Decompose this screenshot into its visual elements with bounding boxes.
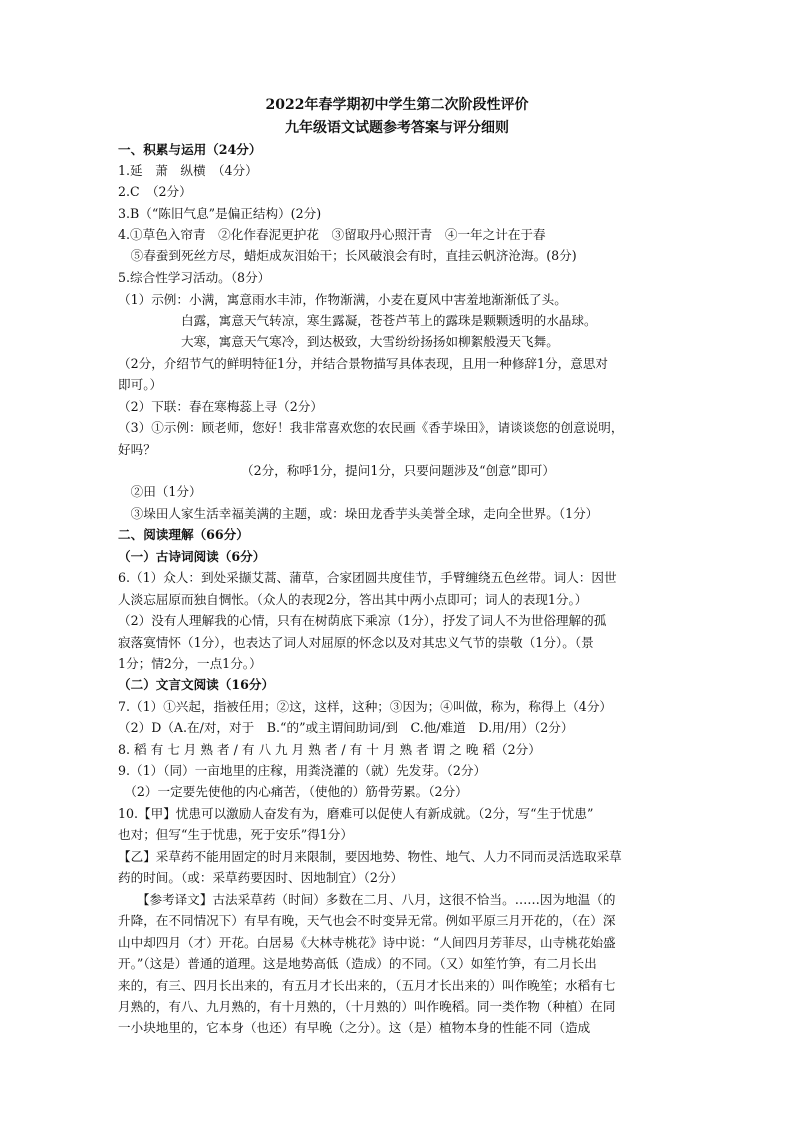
translation-line: 山中却四月（才）开花。白居易《大林寺桃花》诗中说：“人间四月芳菲尽，山寺桃花始盛 (118, 935, 616, 950)
scoring-note: （2分，称呼1分，提问1分，只要问题涉及“创意”即可） (241, 463, 555, 478)
answer-line: （3）①示例：顾老师，您好！我非常喜欢您的农民画《香芋垛田》，请谈谈您的创意说明， (118, 420, 624, 435)
answer-line: 人淡忘屈原而独自惆怅。（众人的表现2分，答出其中两小点即可；词人的表现1分。） (118, 592, 588, 607)
answer-line: ⑤春蚕到死丝方尽，蜡炬成灰泪始干；长风破浪会有时，直挂云帆济沧海。(8分) (118, 248, 577, 263)
answer-line: （2）没有人理解我的心情，只有在树荫底下乘凉（1分），抒发了词人不为世俗理解的孤 (118, 613, 607, 628)
answer-line: 5.综合性学习活动。（8分） (118, 270, 271, 285)
answer-line: ②田（1分） (118, 484, 202, 499)
translation-line: 一小块地里的，它本身（也还）有早晚（之分）。这（是）植物本身的性能不同（造成 (118, 1020, 591, 1035)
translation-line: 月熟的，有八、九月熟的，有十月熟的，（十月熟的）叫作晚稻。同一类作物（种植）在同 (118, 999, 616, 1014)
subsection-heading: （二）文言文阅读（16分） (118, 677, 275, 692)
answer-line: （2）一定要先使他的内心痛苦，（使他的）筋骨劳累。（2分） (118, 784, 468, 799)
answer-line: （2）下联：春在寒梅蕊上寻（2分） (118, 399, 323, 414)
answer-line: 药的时间。（或：采草药要因时、因地制宜）（2分） (118, 870, 404, 885)
answer-line: 【乙】采草药不能用固定的时月来限制，要因地势、物性、地气、人力不同而灵活选取采草 (118, 849, 622, 864)
translation-line: 【参考译文】古法采草药（时间）多数在二月、八月，这很不恰当。……因为地温（的 (118, 892, 616, 907)
answer-line: （2）D（A.在/对，对于 B.“的”或主谓间助词/到 C.他/难道 D.用/用）（2分） (118, 720, 574, 735)
translation-line: 升降，在不同情况下）有早有晚，天气也会不时变异无常。例如平原三月开花的，（在）深 (118, 913, 616, 928)
answer-line: 好吗？ (118, 442, 156, 457)
section-heading: 一、积累与运用（24分） (118, 142, 262, 157)
answer-line: （1）示例：小满，寓意雨水丰沛，作物渐满，小麦在夏风中害羞地渐渐低了头。 (118, 292, 567, 307)
answer-line: 10.【甲】忧患可以激励人奋发有为，磨难可以促使人有新成就。（2分，写“生于忧患” (118, 806, 594, 821)
answer-line: 7.（1）①兴起，指被任用；②这，这样，这种；③因为；④叫做，称为，称得上（4分） (118, 699, 613, 714)
answer-line: 1分；情2分，一点1分。） (118, 656, 262, 671)
answer-line: 大寒，寓意天气寒冷，到达极致，大雪纷纷扬扬如柳絮般漫天飞舞。 (118, 334, 559, 349)
answer-line: 白露，寓意天气转凉，寒生露凝，苍苍芦苇上的露珠是颗颗透明的水晶球。 (118, 313, 597, 328)
section-heading: 二、阅读理解（66分） (118, 527, 249, 542)
answer-line: 1.延 萧 纵横 （4分） (118, 163, 258, 178)
answer-line: 3.B（“陈旧气息”是偏正结构）(2分) (118, 206, 322, 221)
answer-line: 8. 稻 有 七 月 熟 者 / 有 八 九 月 熟 者 / 有 十 月 熟 者 谓 之 晚 稻（2分） (118, 742, 541, 757)
document-title: 2022年春学期初中学生第二次阶段性评价 (265, 97, 529, 113)
answer-line: 2.C （2分） (118, 184, 192, 199)
answer-line: 4.①草色入帘青 ②化作春泥更护花 ③留取丹心照汗青 ④一年之计在于春 (118, 227, 546, 242)
answer-line: ③垛田人家生活幸福美满的主题，或：垛田龙香芋头美誉全球，走向全世界。（1分） (118, 506, 599, 521)
answer-line: 寂落寞情怀（1分），也表达了词人对屈原的怀念以及对其忠义气节的崇敬（1分）。（景 (118, 635, 594, 650)
answer-line: 9.（1）（同）一亩地里的庄稼，用粪浇灌的（就）先发芽。（2分） (118, 763, 487, 778)
subsection-heading: （一）古诗词阅读（6分） (118, 549, 266, 564)
translation-line: 来的，有三、四月长出来的，有五月才长出来的，（五月才长出来的）叫作晚笙；水稻有七 (118, 978, 616, 993)
answer-line: 也对；但写“生于忧患，死于安乐”得1分） (118, 827, 353, 842)
answer-line: （2分，介绍节气的鲜明特征1分，并结合景物描写具体表现，且用一种修辞1分，意思对 (118, 356, 609, 371)
translation-line: 开。”（这是）普通的道理。这是地势高低（造成）的不同。（又）如笙竹笋，有二月长出 (118, 956, 597, 971)
answer-line: 即可。） (118, 377, 163, 392)
answer-line: 6.（1）众人：到处采撷艾蒿、蒲草，合家团圆共度佳节，手臂缠绕五色丝带。词人：因世 (118, 570, 617, 585)
document-subtitle: 九年级语文试题参考答案与评分细则 (285, 120, 509, 136)
